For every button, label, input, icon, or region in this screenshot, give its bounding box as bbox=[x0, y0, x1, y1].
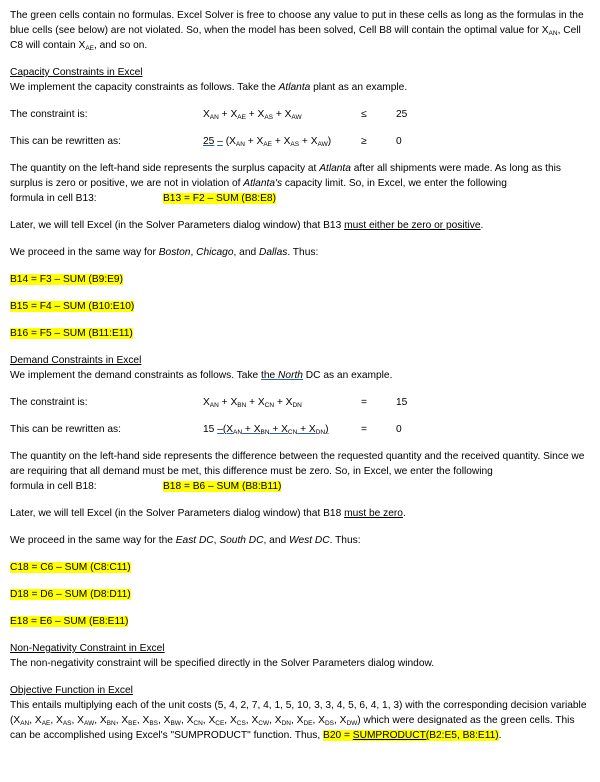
nonneg-heading: Non-Negativity Constraint in Excel bbox=[10, 643, 165, 654]
constraint-rhs: 25 bbox=[396, 109, 408, 120]
demand-proceed: We proceed in the same way for the East DC, South DC, and West DC. Thus: bbox=[10, 535, 361, 546]
rewrite-operator: ≥ bbox=[361, 136, 367, 147]
rewrite-label: This can be rewritten as: bbox=[10, 424, 121, 435]
capacity-explanation: The quantity on the left-hand side represents the surplus capacity at Atlanta after all shipments were made. As long as this surplus is zero or positive, we are not in violation of Atlanta's capacity limit. So, in Excel, we enter the following bbox=[10, 163, 561, 189]
formula-b18: B18 = B6 – SUM (B8:B11) bbox=[163, 481, 282, 492]
formula-b16: B16 = F5 – SUM (B11:E11) bbox=[10, 328, 133, 339]
formula-d18: D18 = D6 – SUM (D8:D11) bbox=[10, 589, 131, 600]
demand-heading: Demand Constraints in Excel bbox=[10, 355, 142, 366]
formula-b20: B20 = SUMPRODUCT(B2:E5, B8:E11) bbox=[323, 730, 499, 741]
constraint-operator: = bbox=[361, 397, 367, 408]
constraint-operator: ≤ bbox=[361, 109, 367, 120]
intro-paragraph: The green cells contain no formulas. Excel Solver is free to choose any value to put in these cells as long as the formulas in the blue cells (see below) are not violated. So, when the model has been solved, Cell B8 will contain the optimal value for $X_{AN}$, Cell C8 will contain $X_{AE}$, and so on. bbox=[10, 10, 584, 52]
demand-rewrite-row bbox=[10, 422, 592, 437]
rewrite-label: This can be rewritten as: bbox=[10, 136, 121, 147]
formula-b14: B14 = F3 – SUM (B9:E9) bbox=[10, 274, 123, 285]
capacity-rewrite-row bbox=[10, 134, 592, 149]
rewrite-rhs: 0 bbox=[396, 424, 402, 435]
constraint-rhs: 15 bbox=[396, 397, 408, 408]
rewrite-expression: 15 $-(X_{AN} + X_{BN} + X_{CN} + X_{DN})$ bbox=[203, 424, 329, 436]
demand-constraint-row bbox=[10, 395, 592, 410]
formula-c18: C18 = C6 – SUM (C8:C11) bbox=[10, 562, 131, 573]
demand-later: Later, we will tell Excel (in the Solver Parameters dialog window) that B18 must be zero. bbox=[10, 508, 406, 519]
objective-text: This entails multiplying each of the unit costs (5, 4, 2, 7, 4, 1, 5, 10, 3, 3, 4, 5, 6, 4, 1, 3) with the corresponding decision variable ($X_{AN}$, $X_{AE}$, $X_{AS}$, $X_{AW}$, $X_{BN}$, $X_{BE}$, $X_{BS}$, $X_{BW}$, $X_{CN}$, $X_{CE}$, $X_{CS}$, $X_{CW}$, $X_{DN}$, $X_{DE}$, $X_{DS}$, $X_{DW}$) which were designated as the green cells. This can be accomplished using Excel's "SUMPRODUCT" function. Thus, B20 = SUMPRODUCT(B2:E5, B8:E11). bbox=[10, 700, 587, 741]
constraint-expression: $X_{AN} + X_{AE} + X_{AS} + X_{AW}$ bbox=[203, 109, 302, 121]
nonneg-text: The non-negativity constraint will be specified directly in the Solver Parameters dialog window. bbox=[10, 658, 435, 669]
demand-lead: We implement the demand constraints as follows. Take the North DC as an example. bbox=[10, 370, 393, 381]
rewrite-expression: $25 - (X_{AN} + X_{AE} + X_{AS} + X_{AW})$ bbox=[203, 136, 332, 148]
rewrite-operator: = bbox=[361, 424, 367, 435]
capacity-later: Later, we will tell Excel (in the Solver Parameters dialog window) that B13 must either be zero or positive. bbox=[10, 220, 484, 231]
constraint-expression: $X_{AN} + X_{BN} + X_{CN} + X_{DN}$ bbox=[203, 397, 302, 409]
capacity-constraint-row bbox=[10, 107, 592, 122]
objective-heading: Objective Function in Excel bbox=[10, 685, 133, 696]
constraint-label: The constraint is: bbox=[10, 397, 88, 408]
capacity-formula-line: formula in cell B13: B13 = F2 – SUM (B8:E8) bbox=[10, 193, 276, 204]
capacity-proceed: We proceed in the same way for Boston, Chicago, and Dallas. Thus: bbox=[10, 247, 319, 258]
capacity-heading: Capacity Constraints in Excel bbox=[10, 67, 143, 78]
formula-b13: B13 = F2 – SUM (B8:E8) bbox=[163, 193, 276, 204]
formula-e18: E18 = E6 – SUM (E8:E11) bbox=[10, 616, 129, 627]
capacity-lead: We implement the capacity constraints as follows. Take the Atlanta plant as an example. bbox=[10, 82, 408, 93]
demand-explanation: The quantity on the left-hand side represents the difference between the requested quantity and the received quantity. Since we are requiring that all demand must be met, this difference must be zero. So, in Excel, we enter the following bbox=[10, 451, 585, 477]
document-body bbox=[10, 8, 592, 743]
demand-formula-line: formula in cell B18: B18 = B6 – SUM (B8:B11) bbox=[10, 481, 282, 492]
rewrite-rhs: 0 bbox=[396, 136, 402, 147]
formula-b15: B15 = F4 – SUM (B10:E10) bbox=[10, 301, 135, 312]
constraint-label: The constraint is: bbox=[10, 109, 88, 120]
